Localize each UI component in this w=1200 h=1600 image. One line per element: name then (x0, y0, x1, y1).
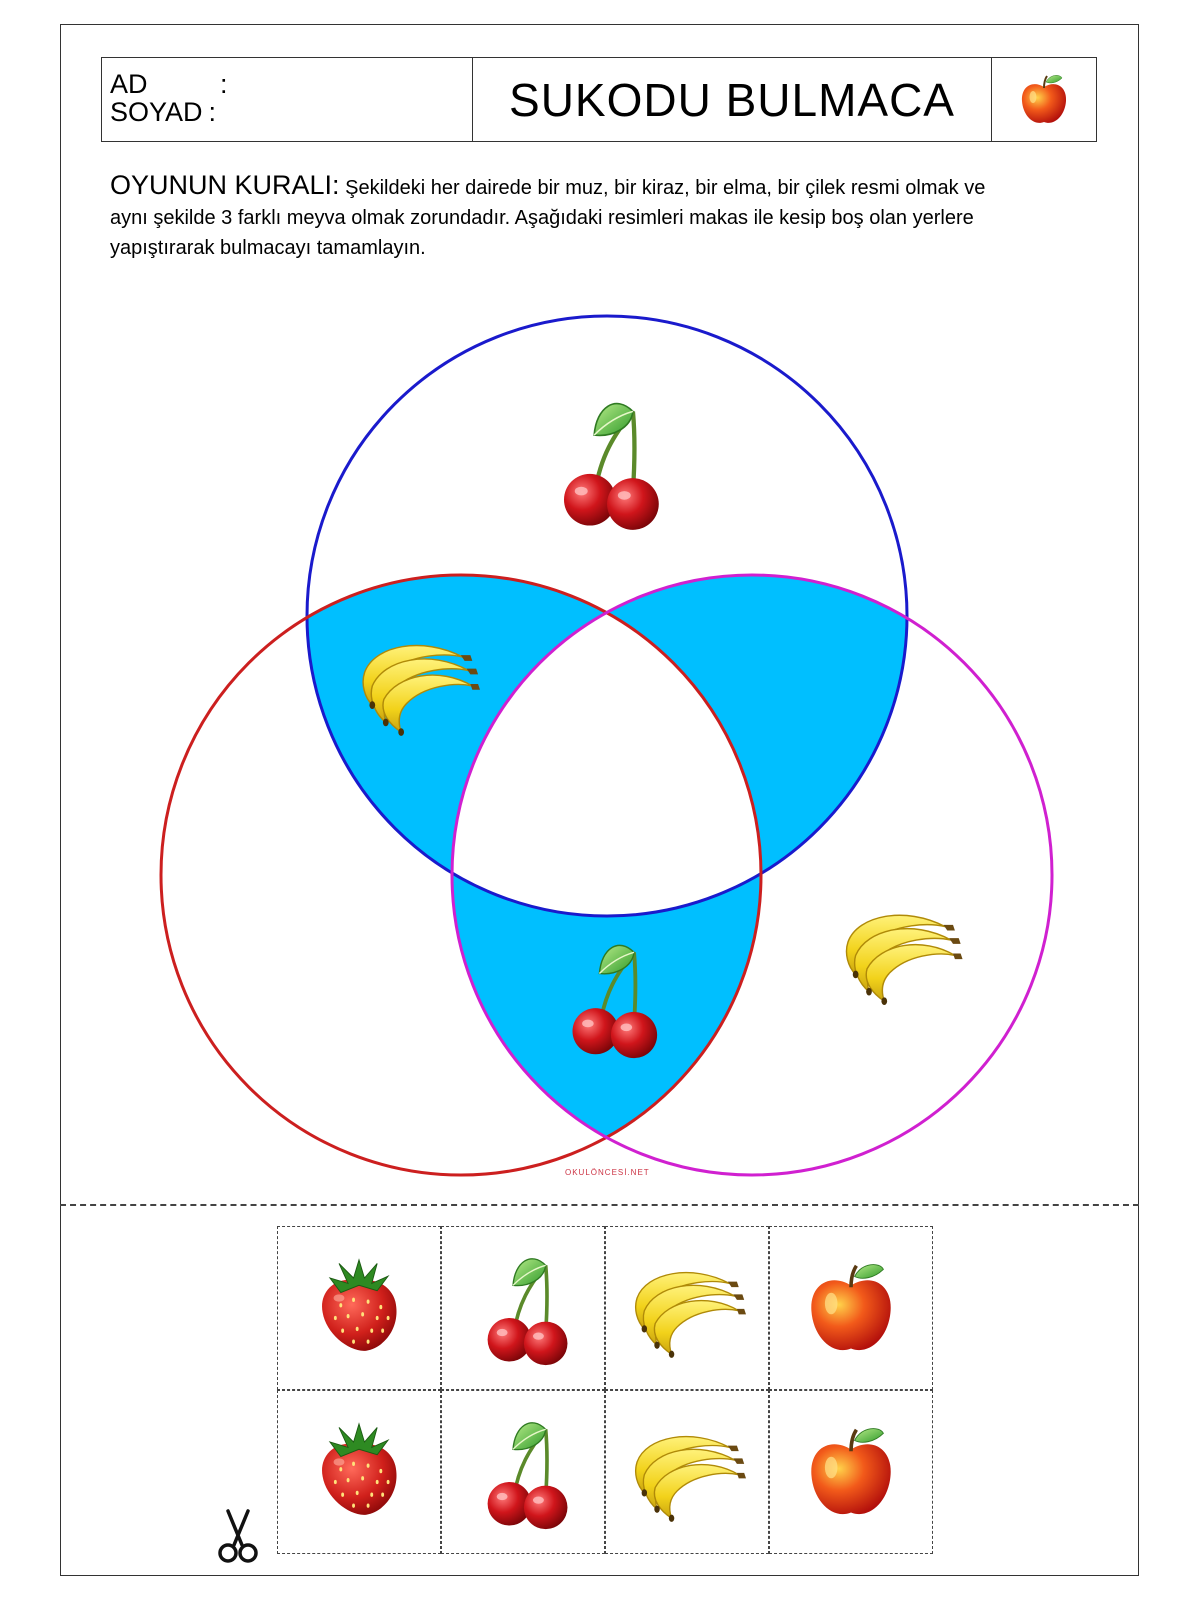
cutout-card[interactable] (605, 1390, 769, 1554)
cherry-icon (564, 404, 659, 530)
cherry-icon (473, 1249, 573, 1367)
cut-line (60, 1204, 1139, 1206)
banana-icon (628, 1422, 746, 1522)
rules-body: Şekildeki her dairede bir muz, bir kiraz, bir elma, bir çilek resmi olmak ve aynı şekilde 3 farklı meyva olmak zorundadır. Aşağıdaki resimleri makas ile kesip boş olan yerlere yapıştırarak bulmacayı tamamlayın. (110, 177, 986, 259)
name-label: AD (110, 69, 148, 99)
cutout-card[interactable] (277, 1226, 441, 1390)
banana-icon (628, 1258, 746, 1358)
site-credit: OKULÖNCESİ.NET (565, 1168, 650, 1177)
strawberry-icon (313, 1258, 405, 1358)
page-title: SUKODU BULMACA (473, 58, 992, 141)
apple-icon (806, 1258, 896, 1358)
cutout-card[interactable] (441, 1390, 605, 1554)
cutout-grid (277, 1226, 935, 1554)
scissors-icon (214, 1509, 262, 1565)
cutout-card[interactable] (605, 1226, 769, 1390)
rules-heading: OYUNUN KURALI: (110, 170, 340, 200)
surname-colon: : (208, 97, 217, 127)
cutout-card[interactable] (769, 1390, 933, 1554)
apple-icon (806, 1422, 896, 1522)
strawberry-icon (313, 1422, 405, 1522)
cutout-card[interactable] (769, 1226, 933, 1390)
cutout-card[interactable] (277, 1390, 441, 1554)
cherry-icon (473, 1413, 573, 1531)
cutout-card[interactable] (441, 1226, 605, 1390)
banana-icon (847, 915, 963, 1005)
surname-label: SOYAD (110, 97, 203, 127)
name-colon: : (220, 69, 228, 99)
